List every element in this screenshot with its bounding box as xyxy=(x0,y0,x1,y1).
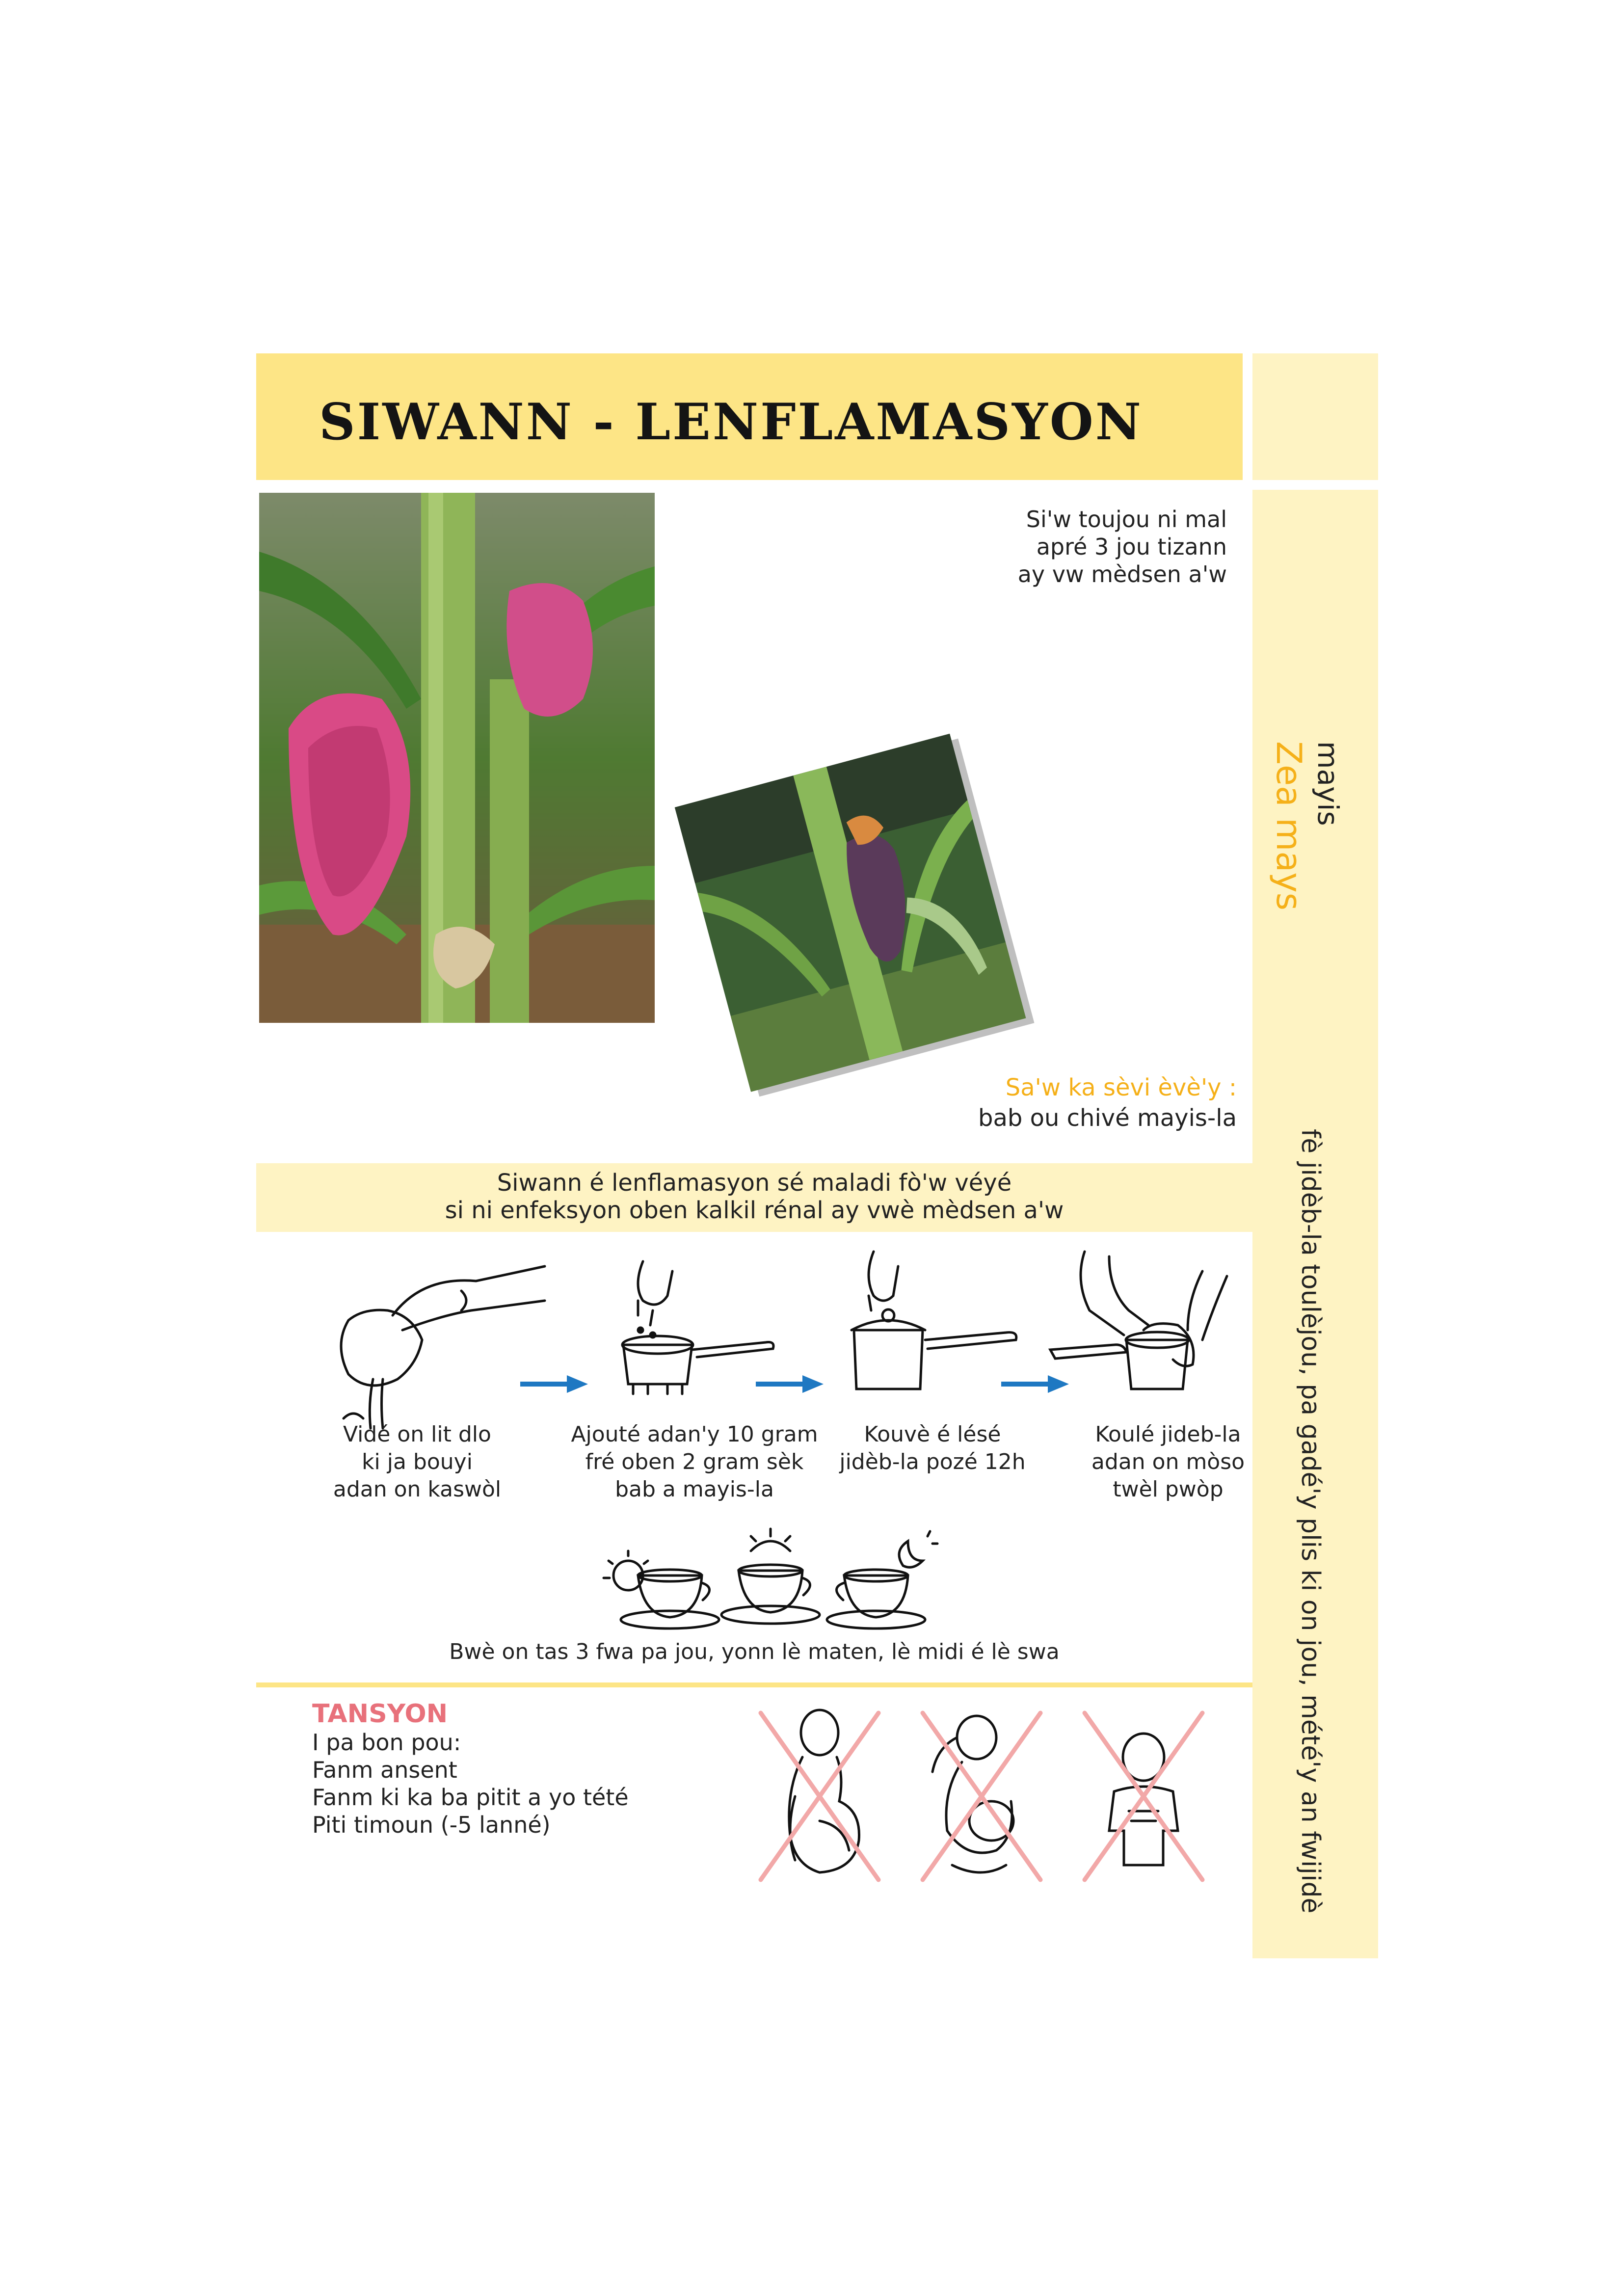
breastfeeding-woman-crossed-icon xyxy=(918,1703,1045,1890)
arrow-right-icon xyxy=(1001,1374,1070,1394)
arrow-right-icon xyxy=(520,1374,589,1394)
note-line: Si'w toujou ni mal xyxy=(1026,506,1227,533)
info-line: Siwann é lenflamasyon sé maladi fò'w véyé xyxy=(497,1169,1012,1197)
note-line: apré 3 jou tizann xyxy=(1036,534,1227,560)
info-line: si ni enfeksyon oben kalkil rénal ay vwè mèdsen a'w xyxy=(445,1197,1064,1224)
strain-illustration xyxy=(1040,1242,1247,1409)
caption-line: twèl pwòp xyxy=(1113,1477,1224,1502)
caution-list xyxy=(312,1729,629,1839)
step-1-caption xyxy=(290,1421,545,1503)
caption-line: Koulé jideb-la xyxy=(1095,1422,1241,1447)
caption-line: fré oben 2 gram sèk xyxy=(585,1449,804,1474)
plant-local-name: mayis xyxy=(1311,741,1345,826)
see-doctor-note xyxy=(932,506,1227,588)
dosage-instruction: Bwè on tas 3 fwa pa jou, yonn lè maten, lè midi é lè swa xyxy=(449,1639,1060,1664)
plant-latin-name: Zea mays xyxy=(1269,741,1309,911)
caution-line: Fanm ki ka ba pitit a yo tété xyxy=(312,1784,629,1811)
tea-cups-illustration xyxy=(589,1522,962,1644)
caption-line: adan on mòso xyxy=(1091,1449,1245,1474)
corner-box xyxy=(1252,353,1378,480)
caution-line: Piti timoun (-5 lanné) xyxy=(312,1812,551,1838)
caption-line: Kouvè é lésé xyxy=(864,1422,1001,1447)
step-4-caption xyxy=(1040,1421,1296,1503)
caption-line: Ajouté adan'y 10 gram xyxy=(571,1422,818,1447)
caption-line: jidèb-la pozé 12h xyxy=(839,1449,1026,1474)
info-text xyxy=(256,1169,1252,1224)
corn-photo-secondary xyxy=(653,707,1045,1109)
note-line: ay vw mèdsen a'w xyxy=(1017,561,1227,587)
step-2-caption xyxy=(557,1421,832,1503)
arrow-right-icon xyxy=(756,1374,825,1394)
child-crossed-icon xyxy=(1080,1703,1207,1890)
storage-note: fè jidèb-la toulèjou, pa gadé'y plis ki on jou, mété'y an fwijidè xyxy=(1296,1129,1325,1914)
usage-value: bab ou chivé mayis-la xyxy=(978,1104,1237,1132)
pour-water-illustration xyxy=(314,1256,559,1433)
section-divider xyxy=(256,1682,1252,1687)
caption-line: adan on kaswòl xyxy=(333,1477,502,1502)
caption-line: ki ja bouyi xyxy=(362,1449,473,1474)
usage-label: Sa'w ka sèvi èvè'y : xyxy=(1005,1074,1237,1101)
pregnant-woman-crossed-icon xyxy=(756,1703,883,1890)
caution-line: I pa bon pou: xyxy=(312,1729,461,1756)
caution-title: TANSYON xyxy=(312,1699,448,1729)
caption-line: Vidé on lit dlo xyxy=(343,1422,491,1447)
corn-photo-main xyxy=(259,493,655,1023)
caption-line: bab a mayis-la xyxy=(615,1477,774,1502)
step-3-caption xyxy=(805,1421,1060,1476)
caution-line: Fanm ansent xyxy=(312,1757,457,1783)
page-title: SIWANN - LENFLAMASYON xyxy=(319,393,1143,452)
